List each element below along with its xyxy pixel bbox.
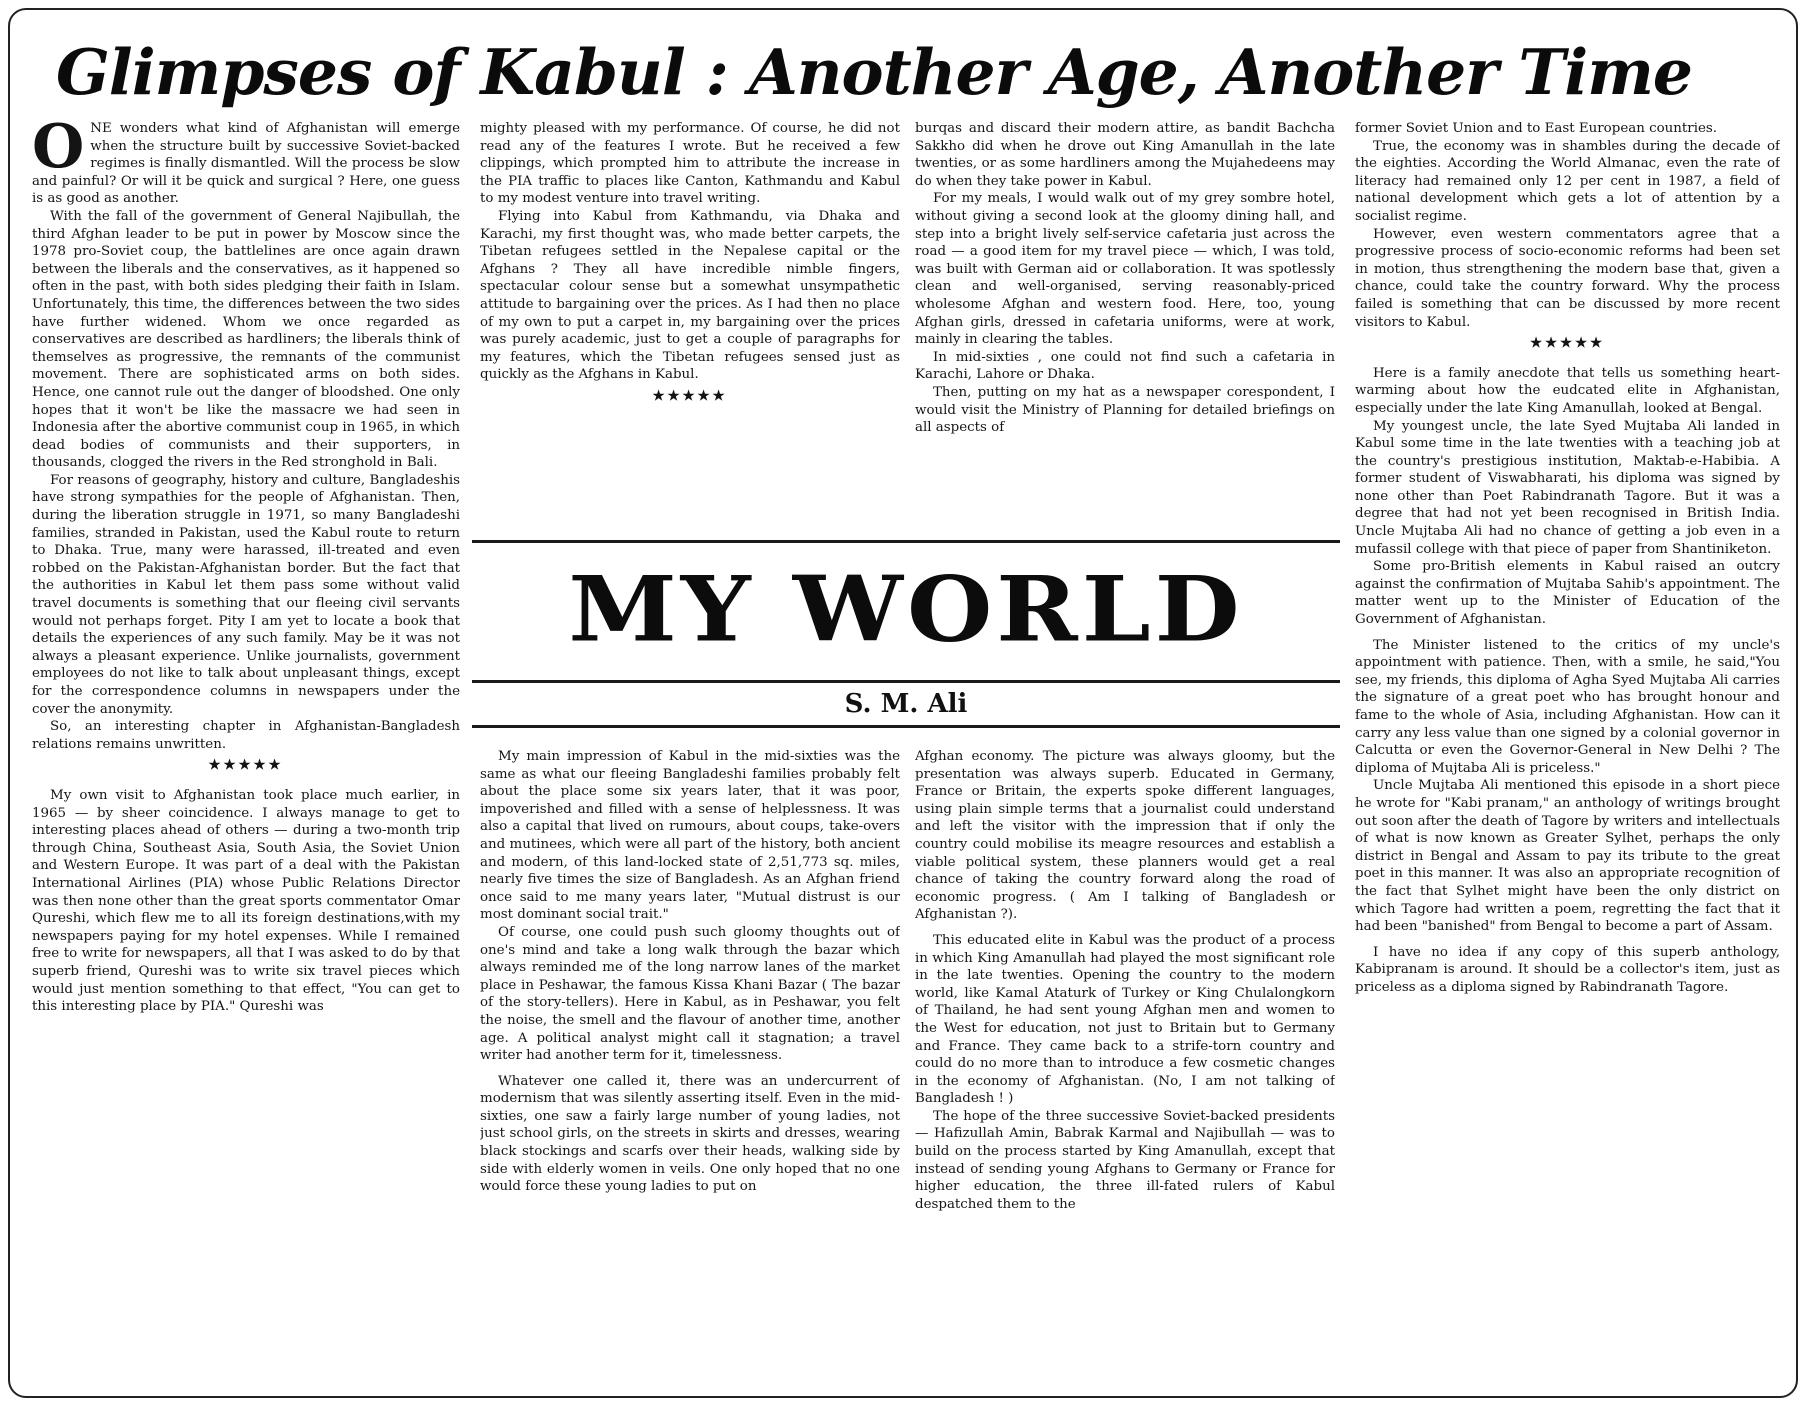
paragraph: I have no idea if any copy of this superb anthology, Kabipranam is around. It should be a collector's item, just as priceless as a diploma signed by Rabindranath Tagore.	[1355, 944, 1780, 995]
divider-rule	[472, 725, 1340, 728]
paragraph: My main impression of Kabul in the mid-sixties was the same as what our fleeing Bangladeshi families probably felt about the place some six years later, that it was poor, impoverished and filled with a sense of helplessness. It was also a capital that lived on rumours, about coups, take-overs and mutinees, which were all part of the history, both ancient and modern, of this land-locked state of 2,51,773 sq. miles, nearly five times the size of Bangladesh. As an Afghan friend once said to me many years later, "Mutual distrust is our most dominant social trait."	[480, 749, 900, 923]
paragraph: ONE wonders what kind of Afghanistan will emerge when the structure built by successive Soviet-backed regimes is finally dismantled. Will the process be slow and painful? Or will it be quick and surgical ? Here, one guess is as good as another.	[32, 120, 460, 207]
paragraph: Whatever one called it, there was an undercurrent of modernism that was silently asserting itself. Even in the mid-sixties, one saw a fairly large number of young ladies, not just school girls, on the streets in skirts and dresses, wearing black stockings and scarfs over their heads, walking side by side with elderly women in veils. One only hoped that no one would force these young ladies to put on	[480, 1073, 900, 1195]
drop-cap: O	[32, 120, 85, 182]
paragraph: However, even western commentators agree that a progressive process of socio-economic reforms had been set in motion, thus strengthening the modern base that, given a chance, could take the country forward. Why the process failed is something that can be discussed by more recent visitors to Kabul.	[1355, 226, 1780, 330]
section-title: MY WORLD	[568, 556, 1244, 663]
paragraph: For my meals, I would walk out of my grey sombre hotel, without giving a second look at the gloomy dining hall, and step into a bright lively self-service cafetaria just across the road — a good item for my travel piece — which, I was told, was built with German aid or collaboration. It was spotlessly clean and well-organised, serving reasonably-priced wholesome Afghan and western food. Here, too, young Afghan girls, dressed in cafetaria uniforms, were at work, mainly in clearing the tables.	[915, 191, 1335, 348]
paragraph: Uncle Mujtaba Ali mentioned this episode in a short piece he wrote for "Kabi pranam," an anthology of writings brought out soon after the death of Tagore by writers and intellectuals of what is now known as Greater Sylhet, perhaps the only district in Bengal and Assam to pay its tribute to the great poet in this manner. It was also an appropriate recognition of the fact that Sylhet might have been the only district on which Tagore had written a poem, regretting the fact that it had been "banished" from Bengal to become a part of Assam.	[1355, 778, 1780, 935]
paragraph: This educated elite in Kabul was the product of a process in which King Amanullah had played the most significant role in the late twenties. Opening the country to the modern world, like Kamal Ataturk of Turkey or King Chulalongkorn of Thailand, he had sent young Afghan men and women to the West for education, not just to Britain but to Germany and France. They came back to a strife-torn country and could do no more than to introduce a few cosmetic changes in the economy of Afghanistan. (No, I am not talking of Bangladesh ! )	[915, 932, 1335, 1107]
paragraph: Of course, one could push such gloomy thoughts out of one's mind and take a long walk through the bazar which always reminded me of the long narrow lanes of the market place in Peshawar, the famous Kissa Khani Bazar ( The bazar of the story-tellers). Here in Kabul, as in Peshawar, you felt the noise, the smell and the flavour of another time, another age. A political analyst might call it stagnation; a travel writer had another term for it, timelessness.	[480, 924, 900, 1064]
paragraph: My youngest uncle, the late Syed Mujtaba Ali landed in Kabul some time in the late twenties with a teaching job at the country's prestigious institution, Maktab-e-Habibia. A former student of Viswabharati, his diploma was signed by none other than Poet Rabindranath Tagore. But it was a degree that had not yet been recognised in British India. Uncle Mujtaba Ali had no chance of getting a job even in a mufassil college with that piece of paper from Shantiniketon.	[1355, 418, 1780, 557]
paragraph: The hope of the three successive Soviet-backed presidents — Hafizullah Amin, Babrak Karmal and Najibullah — was to build on the process started by King Amanullah, except that instead of sending young Afghans to Germany or France for higher education, the three ill-fated rulers of Kabul despatched them to the	[915, 1108, 1335, 1212]
paragraph: Then, putting on my hat as a newspaper corespondent, I would visit the Ministry of Planning for detailed briefings on all aspects of	[915, 384, 1335, 436]
column-6	[915, 748, 1335, 1398]
paragraph: My own visit to Afghanistan took place much earlier, in 1965 — by sheer coincidence. I always manage to get to interesting places ahead of others — during a two-month trip through China, Southeast Asia, South Asia, the Soviet Union and Western Europe. It was part of a deal with the Pakistan International Airlines (PIA) whose Public Relations Director was then none other than the great sports commentator Omar Qureshi, which flew me to all its foreign destinations,with my newspapers paying for my hotel expenses. While I remained free to write for newspapers, all that I was asked to do by that superb friend, Qureshi was to write six travel pieces which would just mention something to that effect, "You can get to this interesting place by PIA." Qureshi was	[32, 787, 460, 1015]
divider-rule	[472, 540, 1340, 543]
headline: Glimpses of Kabul : Another Age, Another Time	[56, 35, 1692, 109]
column-5	[480, 748, 900, 1398]
paragraph: True, the economy was in shambles during the decade of the eighties. According the World Almanac, even the rate of literacy had remained only 12 per cent in 1987, a field of national development which gets a lot of attention by a socialist regime.	[1355, 138, 1780, 224]
divider-rule	[472, 680, 1340, 683]
paragraph: mighty pleased with my performance. Of course, he did not read any of the features I wrote. But he received a few clippings, which prompted him to attribute the increase in the PIA traffic to places like Canton, Kathmandu and Kabul to my modest venture into travel writing.	[480, 121, 900, 207]
section-separator: ★★★★★	[208, 757, 284, 774]
paragraph: So, an interesting chapter in Afghanistan-Bangladesh relations remains unwritten.	[32, 719, 460, 752]
paragraph: With the fall of the government of General Najibullah, the third Afghan leader to be put in power by Moscow since the 1978 pro-Soviet coup, the battlelines are once again drawn between the liberals and the conservatives, as it happened so often in the past, with both sides pledging their faith in Islam. Unfortunately, this time, the differences between the two sides have further widened. Whom we once regarded as conservatives are described as hardliners; the liberals think of themselves as progressive, the remnants of the communist movement. There are sophisticated arms on both sides. Hence, one cannot rule out the danger of bloodshed. One only hopes that it won't be like the massacre we had seen in Indonesia after the abortive communist coup in 1965, in which dead bodies of communists and their supporters, in thousands, clogged the rivers in the Red stronghold in Bali.	[32, 208, 460, 471]
column-4	[1355, 120, 1780, 1395]
paragraph: former Soviet Union and to East European countries.	[1355, 121, 1718, 136]
byline: S. M. Ali	[844, 689, 968, 719]
section-separator: ★★★★★	[652, 387, 728, 404]
newspaper-page	[8, 8, 1798, 1398]
column-3	[915, 120, 1335, 530]
column-2	[480, 120, 900, 520]
paragraph: Afghan economy. The picture was always gloomy, but the presentation was always superb. Educated in Germany, France or Britain, the experts spoke different languages, using plain simple terms that a journalist could understand and left the visitor with the impression that if only the country could mobilise its meagre resources and establish a viable political system, these planners would get a real chance of taking the country forward along the road of economic progress. ( Am I talking of Bangladesh or Afghanistan ?).	[915, 749, 1335, 923]
paragraph: In mid-sixties , one could not find such a cafetaria in Karachi, Lahore or Dhaka.	[915, 349, 1335, 383]
column-1	[32, 120, 460, 1395]
paragraph: For reasons of geography, history and culture, Bangladeshis have strong sympathies for the people of Afghanistan. Then, during the liberation struggle in 1971, so many Bangladeshi families, stranded in Pakistan, used the Kabul route to return to Dhaka. True, many were harassed, ill-treated and even robbed on the Pakistan-Afghanistan border. But the fact that the authorities in Kabul let them pass some without valid travel documents is something that our fleeing civil servants would not perhaps forget. Pity I am yet to locate a book that details the experiences of any such family. May be it was not always a pleasant experience. Unlike journalists, government employees do not like to talk about unpleasant things, except for the correspondence columns in newspapers under the cover the anonymity.	[32, 472, 460, 717]
paragraph: Flying into Kabul from Kathmandu, via Dhaka and Karachi, my first thought was, who made better carpets, the Tibetan refugees settled in the Nepalese capital or the Afghans ? They all have incredible nimble fingers, spectacular colour sense but a somewhat unsympathetic attitude to bargaining over the prices. As I had then no place of my own to put a carpet in, my bargaining over the prices was purely academic, just to get a couple of paragraphs for my features, which the Tibetan refugees sensed just as quickly as the Afghans in Kabul.	[480, 208, 900, 383]
paragraph: burqas and discard their modern attire, as bandit Bachcha Sakkho did when he drove out King Amanullah in the late twenties, or as some hardliners among the Mujahedeens may do when they take power in Kabul.	[915, 121, 1335, 189]
section-separator: ★★★★★	[1529, 335, 1606, 352]
paragraph: Here is a family anecdote that tells us something heart-warming about how the eudcated elite in Afghanistan, especially under the late King Amanullah, looked at Bengal.	[1355, 365, 1780, 416]
paragraph: The Minister listened to the critics of my uncle's appointment with patience. Then, with a smile, he said,"You see, my friends, this diploma of Agha Syed Mujtaba Ali carries the signature of a great poet who has brought honour and fame to the whole of Asia, including Afghanistan. How can it carry any less value than one signed by a colonial governor in Calcutta or even the Governor-General in New Delhi ? The diploma of Mujtaba Ali is priceless."	[1355, 637, 1780, 776]
paragraph: Some pro-British elements in Kabul raised an outcry against the confirmation of Mujtaba Sahib's appointment. The matter went up to the Minister of Education of the Government of Afghanistan.	[1355, 559, 1780, 628]
